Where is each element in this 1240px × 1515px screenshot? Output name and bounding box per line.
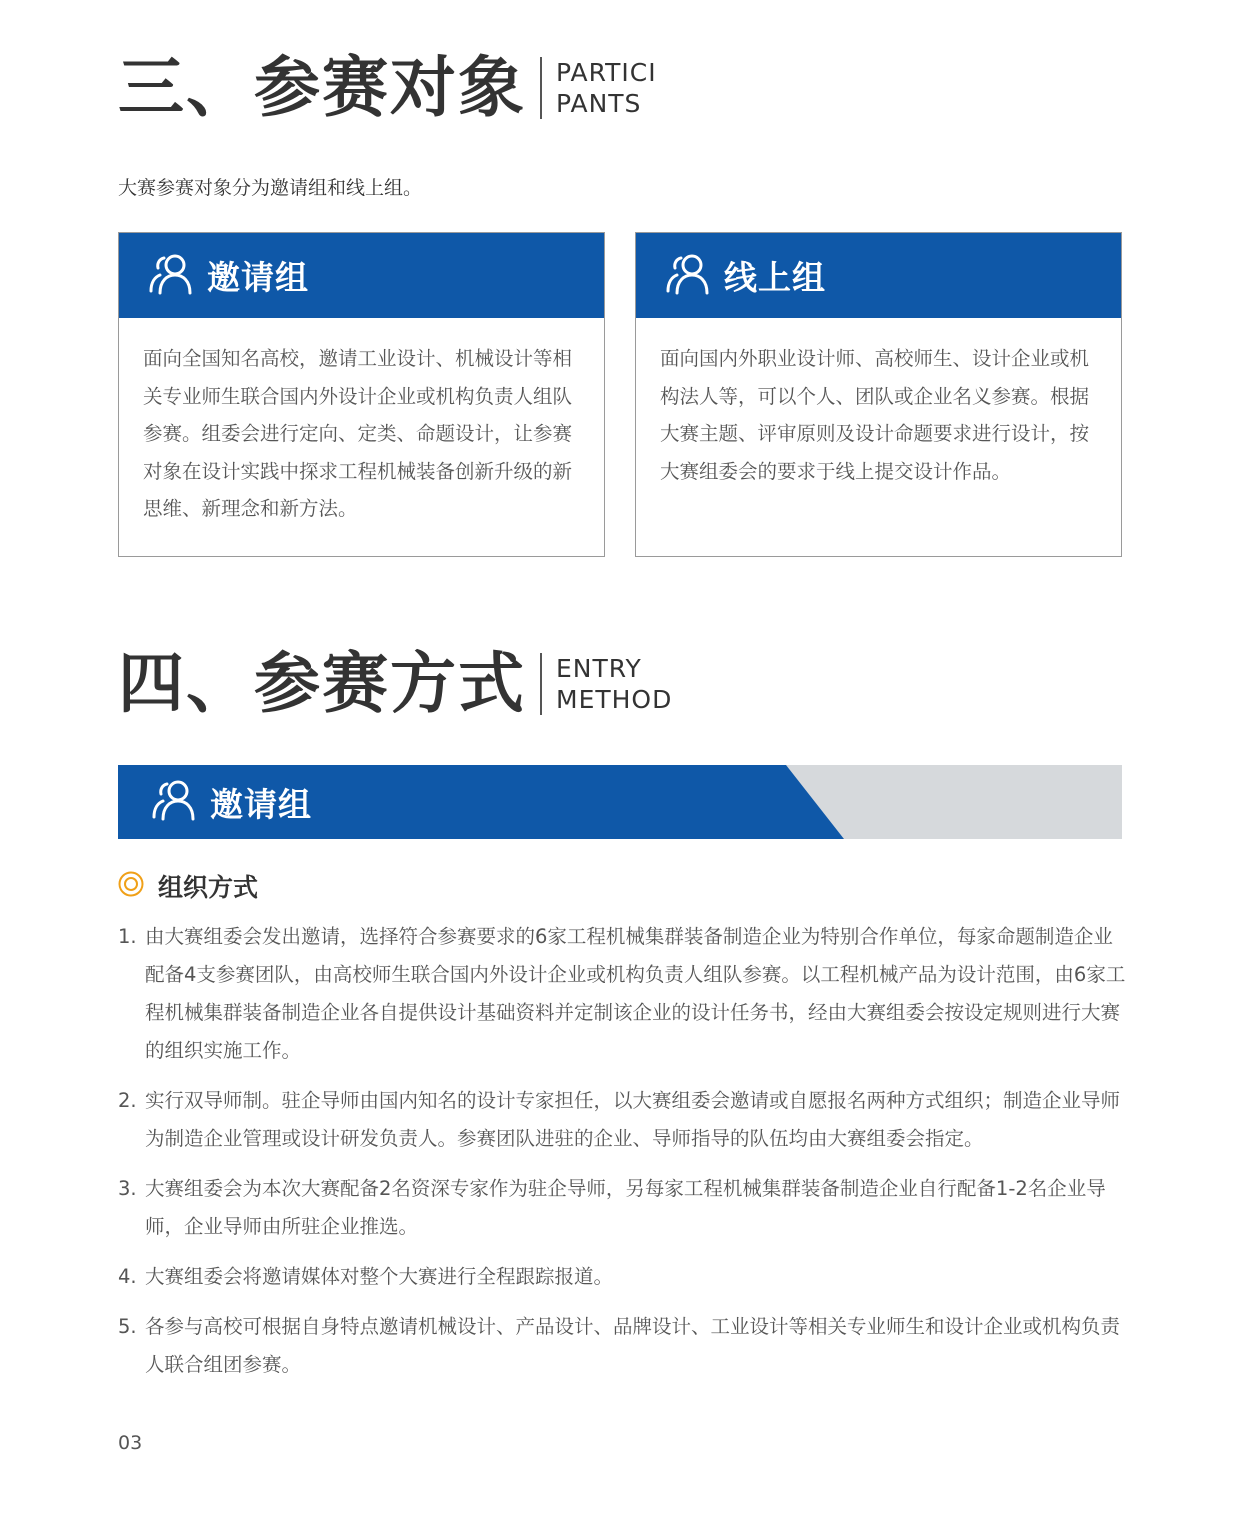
invited-group-banner (118, 765, 1122, 839)
section4-en-line2: METHOD (556, 685, 673, 714)
organization-list (118, 918, 1128, 1396)
section4-title: 四、参赛方式 (118, 645, 526, 722)
card-title: 邀请组 (207, 258, 309, 297)
item-number: 2. (118, 1089, 137, 1112)
card-body: 面向全国知名高校，邀请工业设计、机械设计等相关专业师生联合国内外设计企业或机构负责人组队参赛。组委会进行定向、定类、命题设计，让参赛对象在设计实践中探求工程机械装备创新升级的新思维、新理念和新方法。 (143, 347, 573, 520)
section3-en-line1: PARTICI (556, 58, 657, 87)
section3-heading (118, 49, 657, 126)
list-item (118, 1308, 1128, 1384)
banner-content (150, 765, 312, 839)
invited-group-card (118, 232, 605, 557)
users-icon (150, 778, 198, 826)
list-item (118, 1258, 1128, 1296)
card-header (636, 233, 1121, 318)
online-group-card (635, 232, 1122, 557)
card-header (119, 233, 604, 318)
list-item (118, 1170, 1128, 1246)
item-text: 实行双导师制。驻企导师由国内知名的设计专家担任，以大赛组委会邀请或自愿报名两种方式组织；制造企业导师为制造企业管理或设计研发负责人。参赛团队进驻的企业、导师指导的队伍均由大赛组委会指定。 (145, 1089, 1121, 1150)
section3-en-title (540, 57, 657, 119)
item-text: 各参与高校可根据自身特点邀请机械设计、产品设计、品牌设计、工业设计等相关专业师生和设计企业或机构负责人联合组团参赛。 (145, 1315, 1121, 1376)
section3-en-line2: PANTS (556, 89, 642, 118)
list-item (118, 918, 1128, 1070)
item-text: 由大赛组委会发出邀请，选择符合参赛要求的6家工程机械集群装备制造企业为特别合作单位，每家命题制造企业配备4支参赛团队，由高校师生联合国内外设计企业或机构负责人组队参赛。以工程机械产品为设计范围，由6家工程机械集群装备制造企业各自提供设计基础资料并定制该企业的设计任务书，经由大赛组委会按设定规则进行大赛的组织实施工作。 (145, 925, 1126, 1062)
users-icon (147, 252, 195, 300)
item-number: 5. (118, 1315, 137, 1338)
item-number: 3. (118, 1177, 137, 1200)
double-circle-icon (118, 871, 144, 901)
organization-subheading (118, 868, 258, 904)
item-text: 大赛组委会为本次大赛配备2名资深专家作为驻企导师，另每家工程机械集群装备制造企业自行配备1-2名企业导师，企业导师由所驻企业推选。 (145, 1177, 1106, 1238)
users-icon (664, 252, 712, 300)
subheading-title: 组织方式 (158, 873, 259, 902)
page-number: 03 (118, 1432, 143, 1454)
item-text: 大赛组委会将邀请媒体对整个大赛进行全程跟踪报道。 (145, 1265, 614, 1288)
banner-title: 邀请组 (210, 784, 312, 824)
section3-title: 三、参赛对象 (118, 49, 526, 126)
section4-en-line1: ENTRY (556, 654, 642, 683)
section4-heading (118, 645, 673, 722)
section4-en-title (540, 653, 672, 715)
item-number: 4. (118, 1265, 137, 1288)
card-body: 面向国内外职业设计师、高校师生、设计企业或机构法人等，可以个人、团队或企业名义参赛。根据大赛主题、评审原则及设计命题要求进行设计，按大赛组委会的要求于线上提交设计作品。 (660, 347, 1090, 483)
card-title: 线上组 (724, 258, 826, 297)
item-number: 1. (118, 925, 137, 948)
section3-intro: 大赛参赛对象分为邀请组和线上组。 (118, 177, 423, 199)
list-item (118, 1082, 1128, 1158)
